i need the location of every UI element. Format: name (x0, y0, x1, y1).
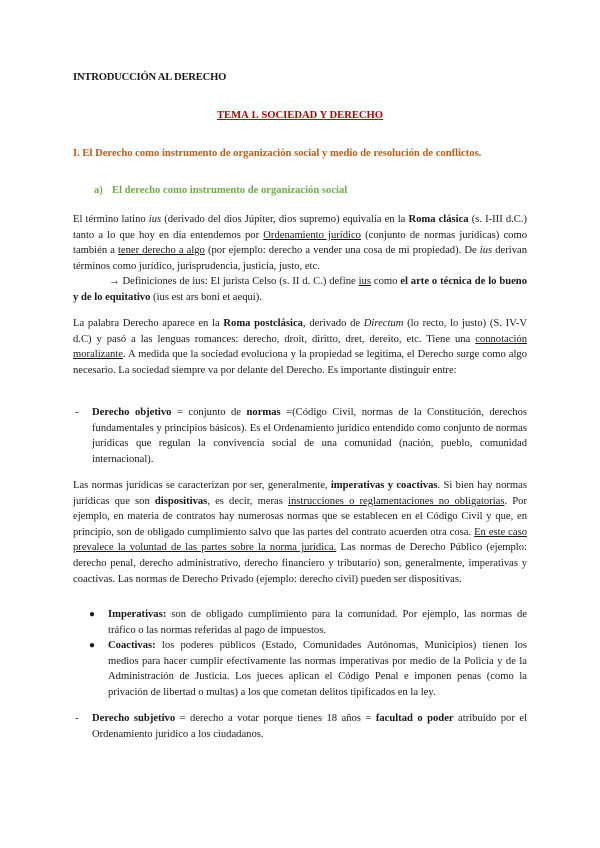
subsection-label: a) (94, 185, 103, 196)
list-item-derecho-objetivo: - Derecho objetivo = conjunto de normas =(Código Civil, normas de la Constitución, derechos fundamentales y principios básicos). Es el Ordenamiento jurídico entendido como conjunto de normas jurídicas que regulan la convivencia social de una comunidad (nación, pueblo, comunidad internacional). (75, 407, 527, 465)
document-title: INTRODUCCIÓN AL DERECHO (73, 72, 227, 83)
paragraph-ius: El término latino ius (derivado del dios Júpiter, dios supremo) equivalía en la Roma clásica (s. I-III d.C.) tanto a lo que hoy en día entendemos por Ordenamiento jurídico (conjunto de normas jurídicas) como también a tener derecho a algo (por ejemplo: derecho a vender una cosa de mi propiedad). De ius derivan términos como jurídico, jurisprudencia, justicia, justo, etc. (73, 214, 528, 272)
paragraph-definiciones: → Definiciones de ius: El jurista Celso (s. II d. C.) define ius como el arte o técnica de lo bueno y de lo equitativo (ius est ars boni et aequi). (73, 276, 527, 303)
paragraph-derecho-origen: La palabra Derecho aparece en la Roma postclásica, derivado de Directum (lo recto, lo justo) (S. IV-V d.C) y pasó a las lenguas romances: derecho, droit, diritto, dret, dereito, etc. Tiene una connotación moralizante. A medida que la sociedad evoluciona y la propiedad se legitima, el Derecho surge como algo necesario. La sociedad siempre va por delante del Derecho. Es importante distinguir entre: (73, 318, 527, 376)
arrow-icon: → (109, 276, 120, 287)
subsection-heading (94, 185, 347, 196)
tema-title: TEMA 1. SOCIEDAD Y DERECHO (216, 110, 384, 121)
bullet-icon: ● (89, 609, 96, 620)
bullet-icon: ● (89, 640, 96, 651)
paragraph-normas: Las normas jurídicas se caracterizan por ser, generalmente, imperativas y coactivas. Si bien hay normas jurídicas que son dispositivas, es decir, meras instrucciones o reglamentaciones no obligatorias. Por ejemplo, en materia de contratos hay numerosas normas que se establecen en el Código Civil y que, en principio, son de obligado cumplimiento salvo que las partes del contrato acuerden otra cosa. En este caso prevalece la voluntad de las partes sobre la norma jurídica. Las normas de Derecho Público (ejemplo: derecho penal, derecho administrativo, derecho financiero y tributario) son, generalmente, imperativas y coactivas. Las normas de Derecho Privado (ejemplo: derecho civil) pueden ser dispositivas. (73, 480, 528, 585)
dash-marker: - (75, 407, 79, 418)
list-item-derecho-subjetivo: - Derecho subjetivo = derecho a votar porque tienes 18 años = facultad o poder atribuido por el Ordenamiento jurídico a los ciudadanos. (75, 713, 527, 740)
dash-marker: - (75, 713, 79, 724)
subsection-title: El derecho como instrumento de organización social (112, 185, 348, 196)
section-title: I. El Derecho como instrumento de organización social y medio de resolución de conflictos. (73, 148, 482, 159)
bullet-item-imperativas: ● Imperativas: son de obligado cumplimiento para la comunidad. Por ejemplo, las normas de tráfico o las normas referidas al pago de impuestos. (89, 609, 527, 636)
bullet-item-coactivas: ● Coactivas: los poderes públicos (Estado, Comunidades Autónomas, Municipios) tienen los medios para hacer cumplir efectivamente las normas imperativas por medio de la Policía y de la Administración de Justicia. Los jueces aplican el Código Penal e imponen penas (como la privación de libertad o multas) a los que cometan delitos tipificados en la ley. (89, 640, 527, 698)
